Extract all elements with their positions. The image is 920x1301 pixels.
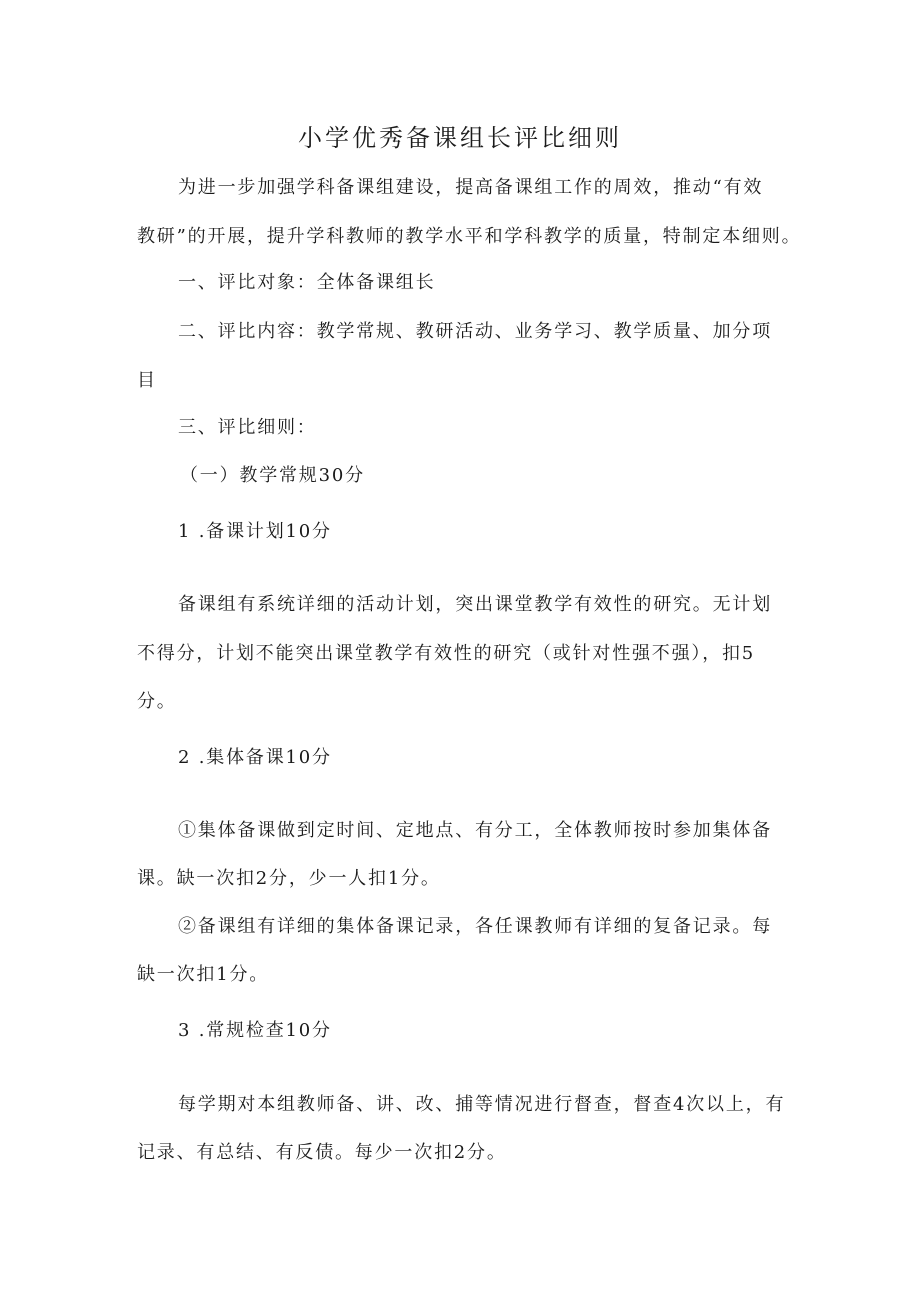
item-text-line: 每学期对本组教师备、讲、改、捕等情况进行督查，督查4次以上，有 [178,1094,786,1115]
item-text-line: 记录、有总结、有反债。每少一次扣2分。 [137,1142,507,1163]
item-heading: 3 .常规检查10分 [178,1020,332,1041]
item-text-line: 备课组有系统详细的活动计划，突出课堂教学有效性的研究。无计划 [178,594,772,615]
section-evaluation-content: 二、评比内容：教学常规、教研活动、业务学习、教学质量、加分项 [178,321,772,342]
section-evaluation-target: 一、评比对象：全体备课组长 [178,272,436,293]
section-evaluation-rules: 三、评比细则： [178,417,317,438]
item-text-line: 分。 [137,691,177,712]
item-heading: 2 .集体备课10分 [178,747,332,768]
item-heading: 1 .备课计划10分 [178,521,332,542]
document-title: 小学优秀备课组长评比细则 [298,124,622,152]
subsection-heading: （一）教学常规30分 [180,465,365,486]
item-text-line: ①集体备课做到定时间、定地点、有分工，全体教师按时参加集体备 [178,820,772,841]
intro-line: 教研”的开展，提升学科教师的教学水平和学科教学的质量，特制定本细则。 [137,226,802,247]
intro-line: 为进一步加强学科备课组建设，提高备课组工作的周效，推动“有效 [178,177,764,198]
item-text-line: 不得分，计划不能突出课堂教学有效性的研究（或针对性强不强），扣5 [137,643,756,664]
item-text-line: 课。缺一次扣2分，少一人扣1分。 [137,868,441,889]
section-evaluation-content: 目 [137,370,157,391]
item-text-line: 缺一次扣1分。 [137,964,270,985]
item-text-line: ②备课组有详细的集体备课记录，各任课教师有详细的复备记录。每 [178,916,772,937]
